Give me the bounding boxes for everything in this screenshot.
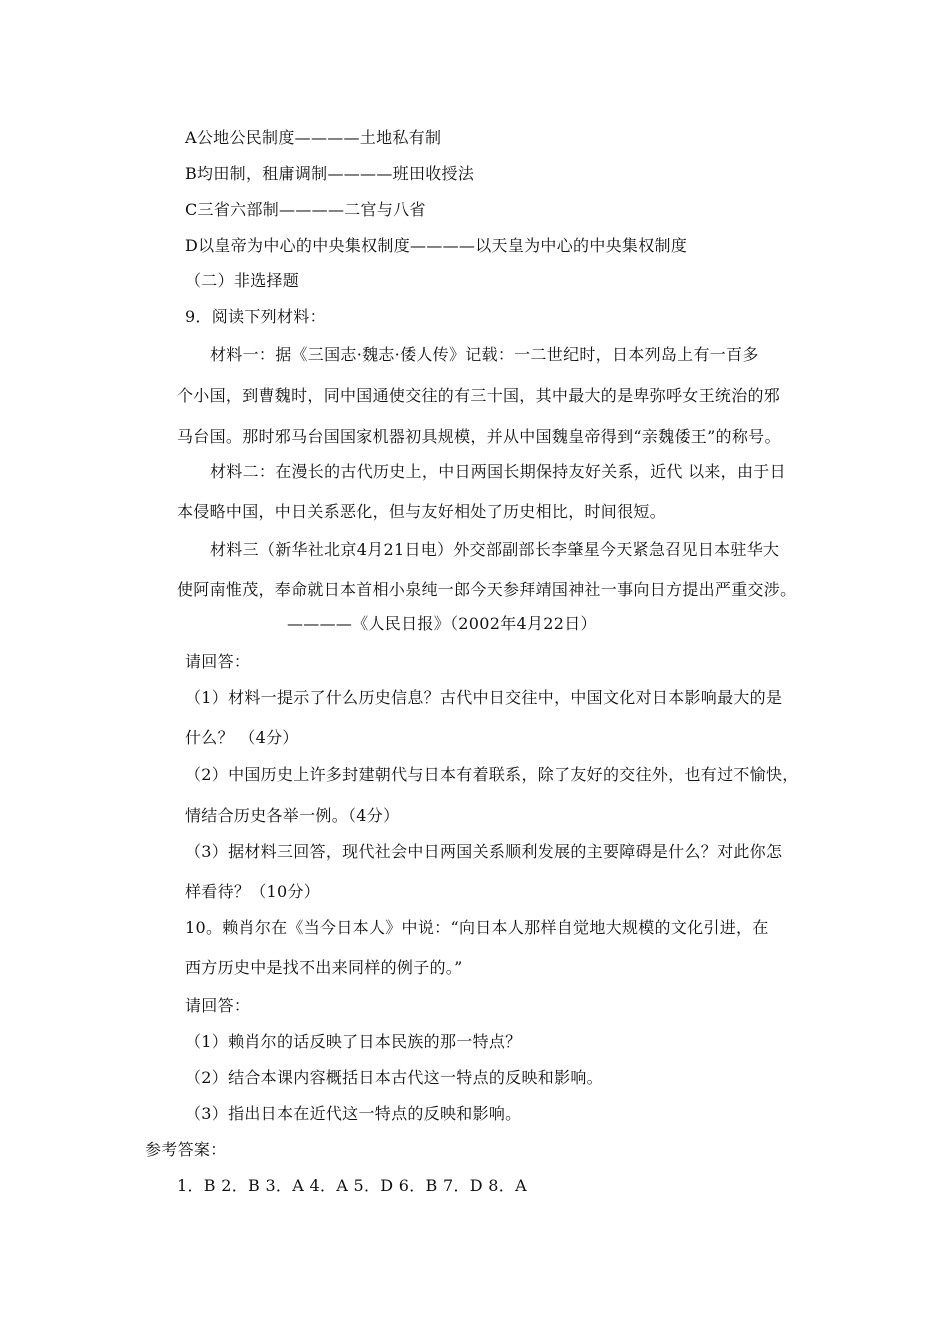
- material-1-line-3: 马台国。那时邪马台国国家机器初具规模，并从中国魏皇帝得到“亲魏倭王”的称号。: [177, 427, 781, 446]
- question-10-stem-line-2: 西方历史中是找不出来同样的例子的。”: [185, 958, 463, 977]
- answers-line: 1．B 2．B 3．A 4．A 5．D 6．B 7．D 8．A: [177, 1176, 527, 1195]
- question-10-sub-2: （2）结合本课内容概括日本古代这一特点的反映和影响。: [185, 1068, 603, 1087]
- question-9-stem: 9．阅读下列材料：: [185, 307, 326, 326]
- question-10-prompt: 请回答：: [185, 996, 251, 1015]
- option-c: C三省六部制————二官与八省: [185, 200, 426, 219]
- question-9-sub-1-line-2: 什么？ （4分）: [185, 728, 299, 747]
- question-9-sub-1-line-1: （1）材料一提示了什么历史信息？古代中日交往中，中国文化对日本影响最大的是: [185, 688, 783, 707]
- material-2-line-2: 本侵略中国，中日关系恶化，但与友好相处了历史相比，时间很短。: [177, 502, 667, 521]
- question-9-sub-2-line-1: （2）中国历史上许多封建朝代与日本有着联系，除了友好的交往外，也有过不愉快，: [185, 765, 799, 784]
- option-b: B均田制，租庸调制————班田收授法: [185, 164, 475, 183]
- option-a: A公地公民制度————土地私有制: [185, 128, 442, 147]
- material-3-source: ————《人民日报》（2002年4月22日）: [287, 614, 597, 633]
- question-9-sub-3-line-1: （3）据材料三回答，现代社会中日两国关系顺利发展的主要障碍是什么？对此你怎: [185, 842, 783, 861]
- question-10-sub-3: （3）指出日本在近代这一特点的反映和影响。: [185, 1104, 522, 1123]
- material-1-line-1: 材料一：据《三国志·魏志·倭人传》记载：一二世纪时，日本列岛上有一百多: [210, 345, 759, 364]
- answers-heading: 参考答案：: [145, 1140, 227, 1159]
- option-d: D以皇帝为中心的中央集权制度————以天皇为中心的中央集权制度: [185, 236, 688, 255]
- question-9-prompt: 请回答：: [185, 652, 251, 671]
- material-1-line-2: 个小国，到曹魏时，同中国通使交往的有三十国，其中最大的是卑弥呼女王统治的邪: [177, 386, 781, 405]
- question-10-sub-1: （1）赖肖尔的话反映了日本民族的那一特点？: [185, 1032, 522, 1051]
- material-3-line-1: 材料三（新华社北京4月21日电）外交部副部长李肇星今天紧急召见日本驻华大: [210, 540, 780, 559]
- question-9-sub-3-line-2: 样看待？（10分）: [185, 882, 321, 901]
- material-3-line-2: 使阿南惟茂，奉命就日本首相小泉纯一郎今天参拜靖国神社一事向日方提出严重交涉。: [177, 580, 797, 599]
- section-heading: （二）非选择题: [185, 271, 300, 290]
- material-2-line-1: 材料二：在漫长的古代历史上，中日两国长期保持友好关系，近代 以来，由于日: [210, 462, 786, 481]
- question-10-stem-line-1: 10。赖肖尔在《当今日本人》中说：“向日本人那样自觉地大规模的文化引进，在: [185, 918, 769, 937]
- question-9-sub-2-line-2: 情结合历史各举一例。（4分）: [185, 806, 400, 825]
